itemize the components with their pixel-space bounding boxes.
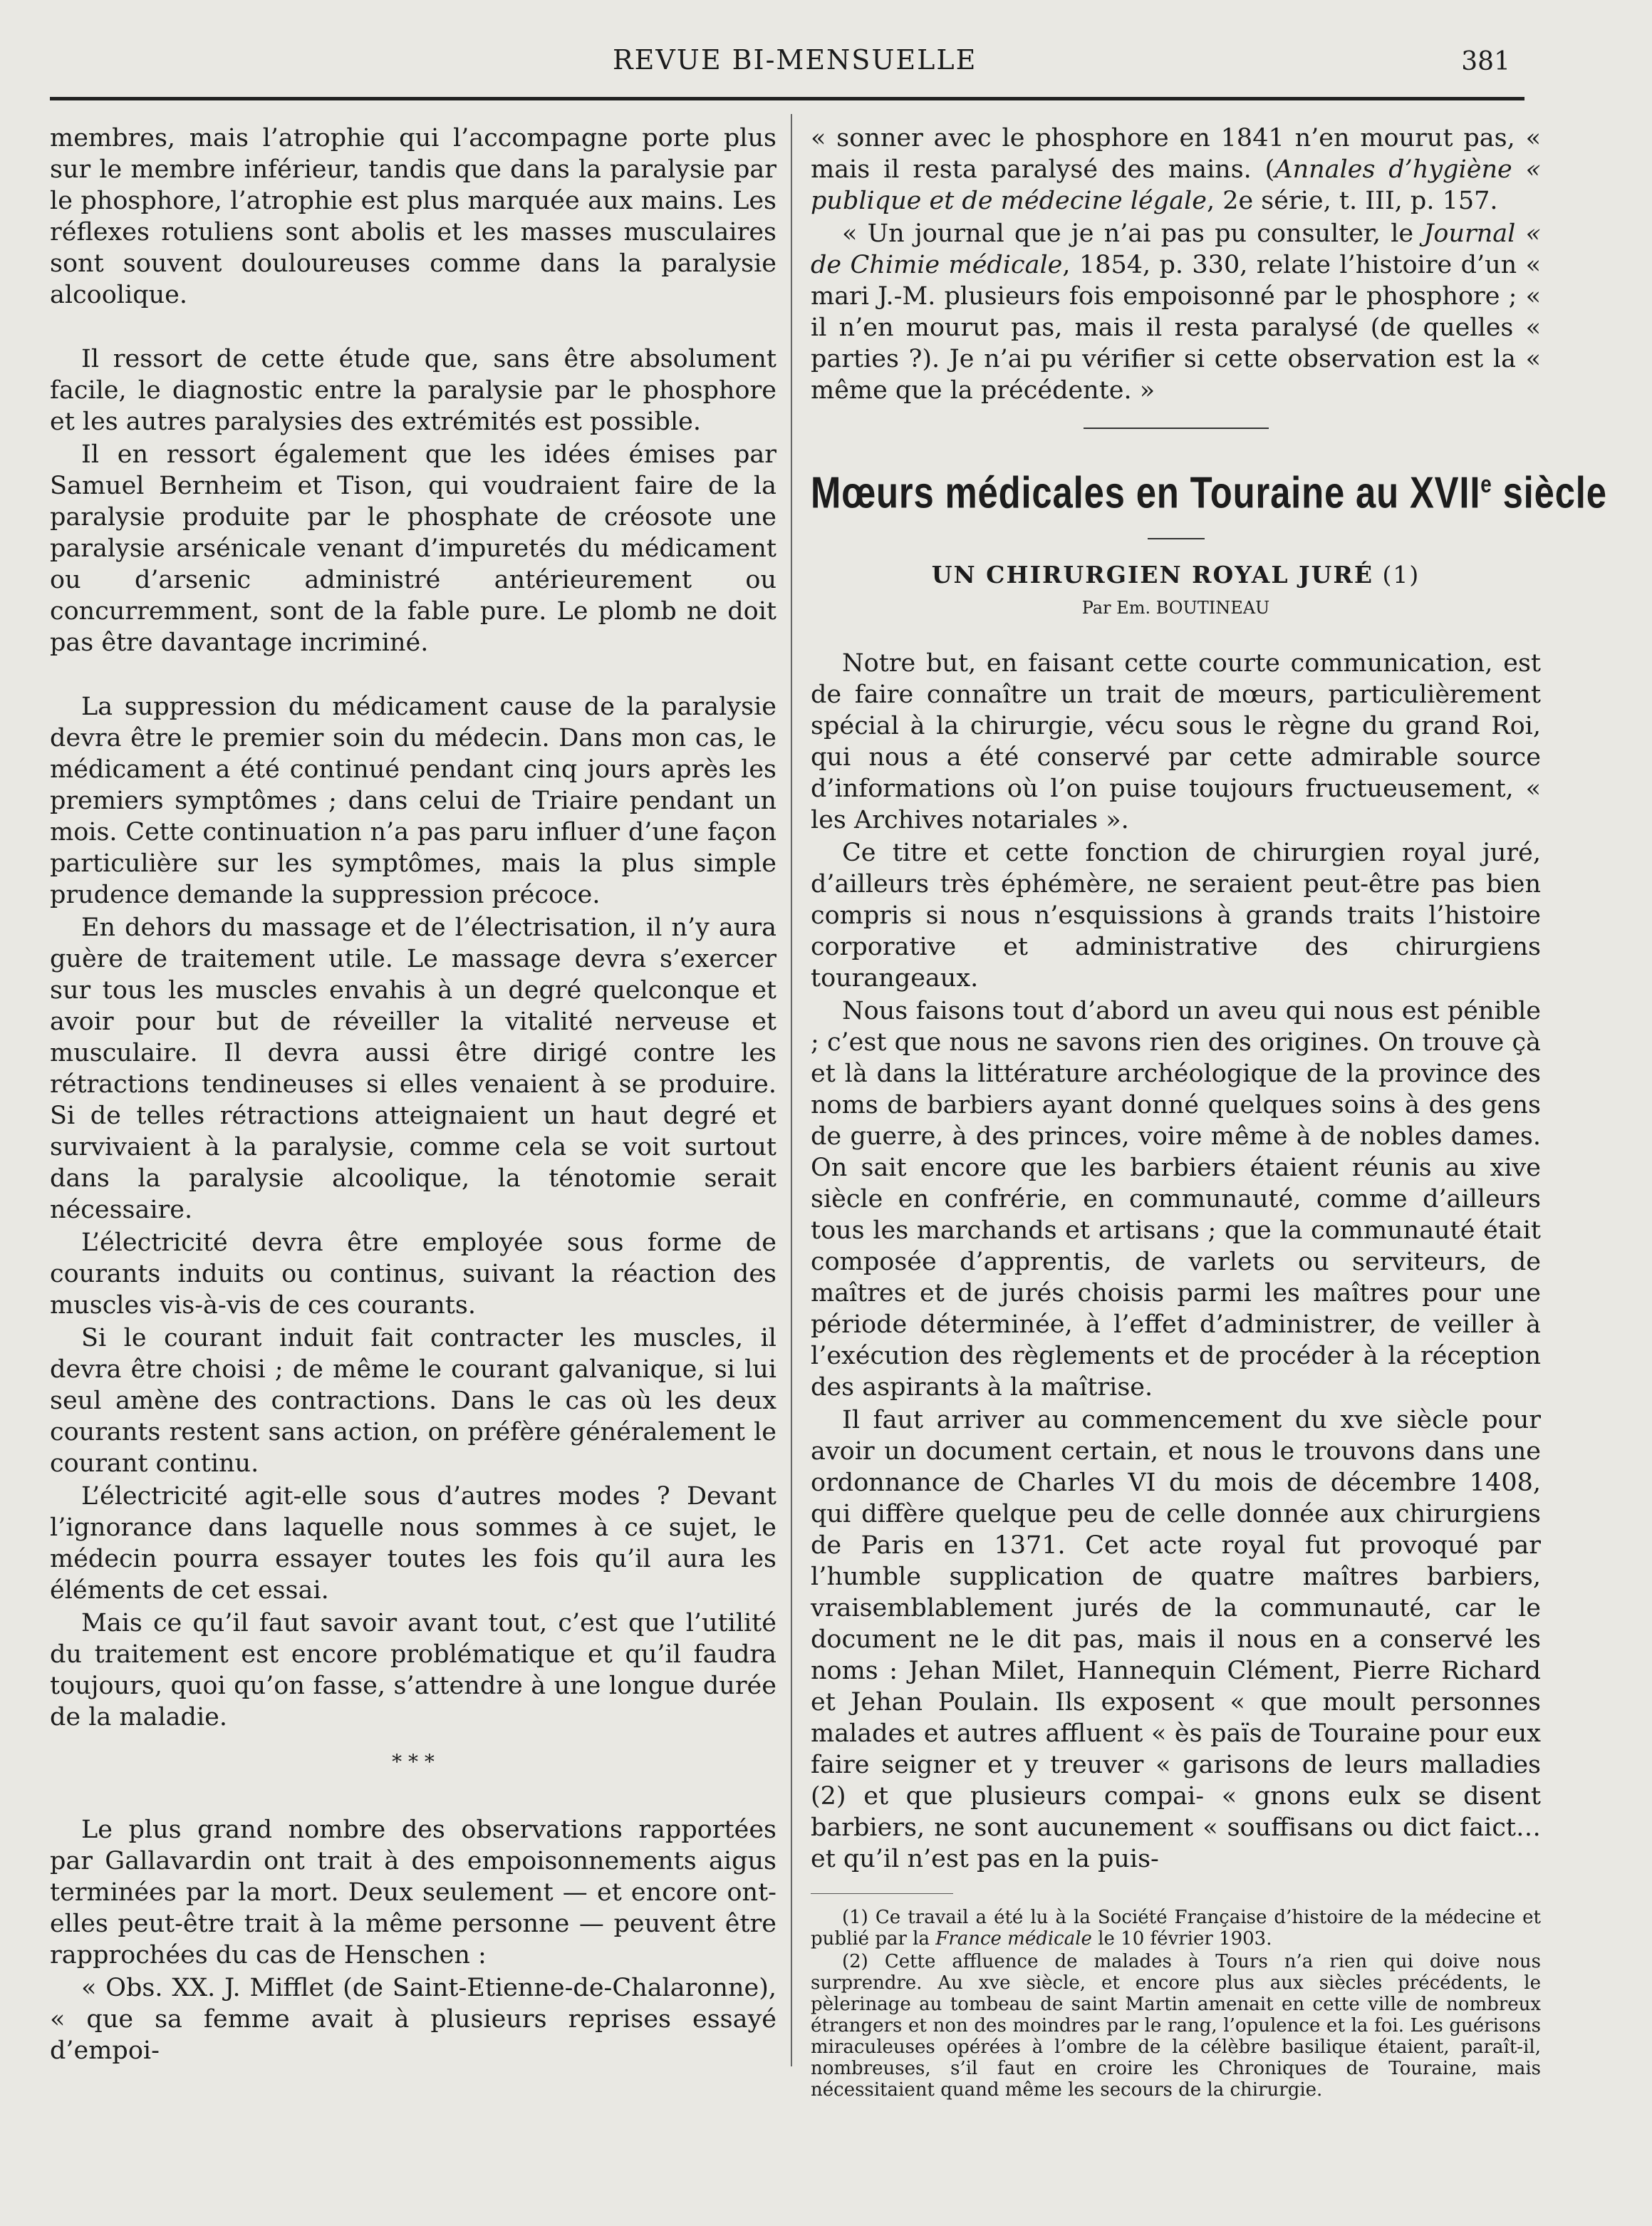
paragraph: membres, mais l’atrophie qui l’accompagne porte plus sur le membre inférieur, tandis que dans la paralysie par le phosphore, l’atrophie est plus marquée aux mains. Les réflexes rotuliens sont abolis et les masses musculaires sont souvent douloureuses comme dans la paralysie alcoolique. bbox=[50, 124, 776, 309]
section-title-end: siècle bbox=[1492, 468, 1607, 518]
left-column bbox=[50, 123, 776, 2068]
byline: Par Em. BOUTINEAU bbox=[1081, 597, 1270, 618]
quote-citation: Annales d’hygiène « publique et de médecine légale bbox=[811, 155, 1542, 215]
paragraph: L’électricité devra être employée sous forme de courants induits ou continus, suivant la réaction des muscles vis-à-vis de ces courants. bbox=[50, 1228, 776, 1320]
footnote bbox=[811, 1907, 1541, 1950]
paragraph: Ce titre et cette fonction de chirurgien royal juré, d’ailleurs très éphémère, ne seraient peut-être pas bien compris si nous n’esquissions à grands traits l’histoire corporative et administrative des chirurgiens tourangeaux. bbox=[811, 838, 1541, 993]
quote-text: « sonner avec le phosphore en 1841 n’en mourut pas, « mais il resta paralysé des mains. ( bbox=[811, 124, 1541, 184]
paragraph: Le plus grand nombre des observations rapportées par Gallavardin ont trait à des empoisonnements aigus terminées par la mort. Deux seulement — et encore ont-elles peut-être trait à la même personne — peuvent être rapprochées du cas de Henschen : bbox=[50, 1816, 776, 1969]
quote-text: , 1854, p. 330, relate l’histoire d’un « mari J.-M. plusieurs fois empoisonné par le phosphore ; « il n’en mourut pas, mais il resta paralysé (de quelles « parties ?). Je n’ai pu vérifier si cette observation est la « même que la précédente. » bbox=[811, 251, 1541, 405]
paragraph: Nous faisons tout d’abord un aveu qui nous est pénible ; c’est que nous ne savons rien des origines. On trouve çà et là dans la littérature archéologique de la province des noms de barbiers ayant donné quelques soins à des gens de guerre, à des princes, voire même à de nobles dames. On sait encore que les barbiers étaient réunis au xive siècle en confrérie, en communauté, comme d’ailleurs tous les marchands et artisans ; que la communauté était composée d’apprentis, de varlets ou serviteurs, de maîtres et de jurés choisis parmi les maîtres pour une période déterminée, à l’effet d’administrer, de veiller à l’exécution des règlements et de procéder à la réception des aspirants à la maîtrise. bbox=[811, 996, 1541, 1402]
subtitle-text: UN CHIRURGIEN ROYAL JURÉ bbox=[931, 560, 1373, 589]
spacer bbox=[50, 660, 776, 691]
paragraph: Il en ressort également que les idées émises par Samuel Bernheim et Tison, qui voudraient faire de la paralysie produite par le phosphate de créosote une paralysie arsénicale venant d’impuretés du médicament ou d’arsenic administré antérieurement ou concurremment, sont de la fable pure. Le plomb ne doit pas être davantage incriminé. bbox=[50, 440, 776, 657]
column-divider bbox=[791, 114, 792, 2066]
paragraph: La suppression du médicament cause de la paralysie devra être le premier soin du médecin. Dans mon cas, le médicament a été continué pendant cinq jours après les premiers symptômes ; dans celui de Triaire pendant un mois. Cette continuation n’a pas paru influer d’une façon particulière sur les symptômes, mais la plus simple prudence demande la suppression précoce. bbox=[50, 693, 776, 909]
header-rule bbox=[50, 97, 1524, 100]
page-number: 381 bbox=[1461, 47, 1510, 76]
footnotes bbox=[811, 1907, 1541, 2101]
section-title-text: Mœurs médicales en Touraine au XVII bbox=[811, 468, 1481, 518]
footnote-text: le 10 février 1903. bbox=[1091, 1927, 1272, 1950]
footnote-text: (1) Ce travail a été lu à la Société Française d’histoire de la médecine et publié par la bbox=[811, 1906, 1541, 1950]
running-title: REVUE BI-MENSUELLE bbox=[613, 44, 977, 76]
paragraph: Si le courant induit fait contracter les muscles, il devra être choisi ; de même le courant galvanique, si lui seul amène des contractions. Dans le cas où les deux courants restent sans action, on préfère généralement le courant continu. bbox=[50, 1324, 776, 1478]
spacer bbox=[50, 312, 776, 343]
page-header bbox=[50, 44, 1532, 87]
footnote: (2) Cette affluence de malades à Tours n’a rien qui doive nous surprendre. Au xve siècle, et encore plus aux siècles précédents, le pèlerinage au tombeau de saint Martin amenait en cette ville de nombreux étrangers et non des moindres par le rang, l’opulence et la foi. Les guérisons miraculeuses opérées à l’ombre de la célèbre basilique étaient, paraît-il, nombreuses, s’il faut en croire les Chroniques de Touraine, mais nécessitaient quand même les secours de la chirurgie. bbox=[811, 1950, 1541, 2101]
paragraph: Notre but, en faisant cette courte communication, est de faire connaître un trait de mœurs, particulièrement spécial à la chirurgie, vécu sous le règne du grand Roi, qui nous a été conservé par cette admirable source d’informations où l’on puise toujours fructueusement, « les Archives notariales ». bbox=[811, 648, 1541, 834]
footnote-citation: France médicale bbox=[935, 1927, 1092, 1950]
section-title-sup: e bbox=[1480, 471, 1492, 498]
paragraph: Mais ce qu’il faut savoir avant tout, c’est que l’utilité du traitement est encore problématique et qu’il faudra toujours, quoi qu’on fasse, s’attendre à une longue durée de la maladie. bbox=[50, 1609, 776, 1731]
footnote-rule bbox=[811, 1893, 953, 1894]
paragraph: Il faut arriver au commencement du xve siècle pour avoir un document certain, et nous le trouvons dans une ordonnance de Charles VI du mois de décembre 1408, qui diffère quelque peu de celle donnée aux chirurgiens de Paris en 1371. Cet acte royal fut provoqué par l’humble supplication de quatre maîtres barbiers, vraisemblablement jurés de la communauté, car le document ne le dit pas, mais il nous en a conservé les noms : Jehan Milet, Hannequin Clément, Pierre Richard et Jehan Poulain. Ils exposent « que moult personnes malades et autres affluent « ès païs de Touraine pour eux faire seigner et y treuver « garisons de leurs malladies (2) et que plusieurs compai- « gnons eulx se disent barbiers, ne sont aucunement « souffisans ou dict faict… et qu’il n’est pas en la puis- bbox=[811, 1405, 1541, 1873]
subtitle-note-ref: (1) bbox=[1373, 560, 1420, 589]
right-column bbox=[811, 123, 1607, 2102]
quote-paragraph bbox=[811, 218, 1541, 406]
short-rule bbox=[1148, 538, 1205, 539]
paragraph: Il ressort de cette étude que, sans être absolument facile, le diagnostic entre la paralysie par le phosphore et les autres paralysies des extrémités est possible. bbox=[50, 345, 776, 436]
quote-text: , 2e série, t. III, p. 157. bbox=[1206, 187, 1498, 215]
quote-paragraph: « Obs. XX. J. Mifflet (de Saint-Etienne-de-Chalaronne), « que sa femme avait à plusieurs reprises essayé d’empoi- bbox=[50, 1974, 776, 2065]
quote-citation: Journal « de Chimie médicale bbox=[811, 219, 1541, 279]
article-subtitle bbox=[811, 559, 1541, 591]
paragraph: En dehors du massage et de l’électrisation, il n’y aura guère de traitement utile. Le massage devra s’exercer sur tous les muscles envahis à un degré quelconque et avoir pour but de réveiller la vitalité nerveuse et musculaire. Il devra aussi être dirigé contre les rétractions tendineuses si elles venaient à se produire. Si de telles rétractions atteignaient un haut degré et survivaient à la paralysie, comme cela se voit surtout dans la paralysie alcoolique, la ténotomie serait nécessaire. bbox=[50, 913, 776, 1224]
quote-paragraph bbox=[811, 123, 1541, 217]
paragraph: L’électricité agit-elle sous d’autres modes ? Devant l’ignorance dans laquelle nous sommes à ce sujet, le médecin pourra essayer toutes les fois qu’il aura les éléments de cet essai. bbox=[50, 1482, 776, 1605]
quote-text: « Un journal que je n’ai pas pu consulter, le bbox=[842, 219, 1424, 248]
section-rule bbox=[1084, 428, 1269, 429]
section-stars: * * * bbox=[392, 1750, 435, 1774]
section-title bbox=[811, 468, 1607, 518]
